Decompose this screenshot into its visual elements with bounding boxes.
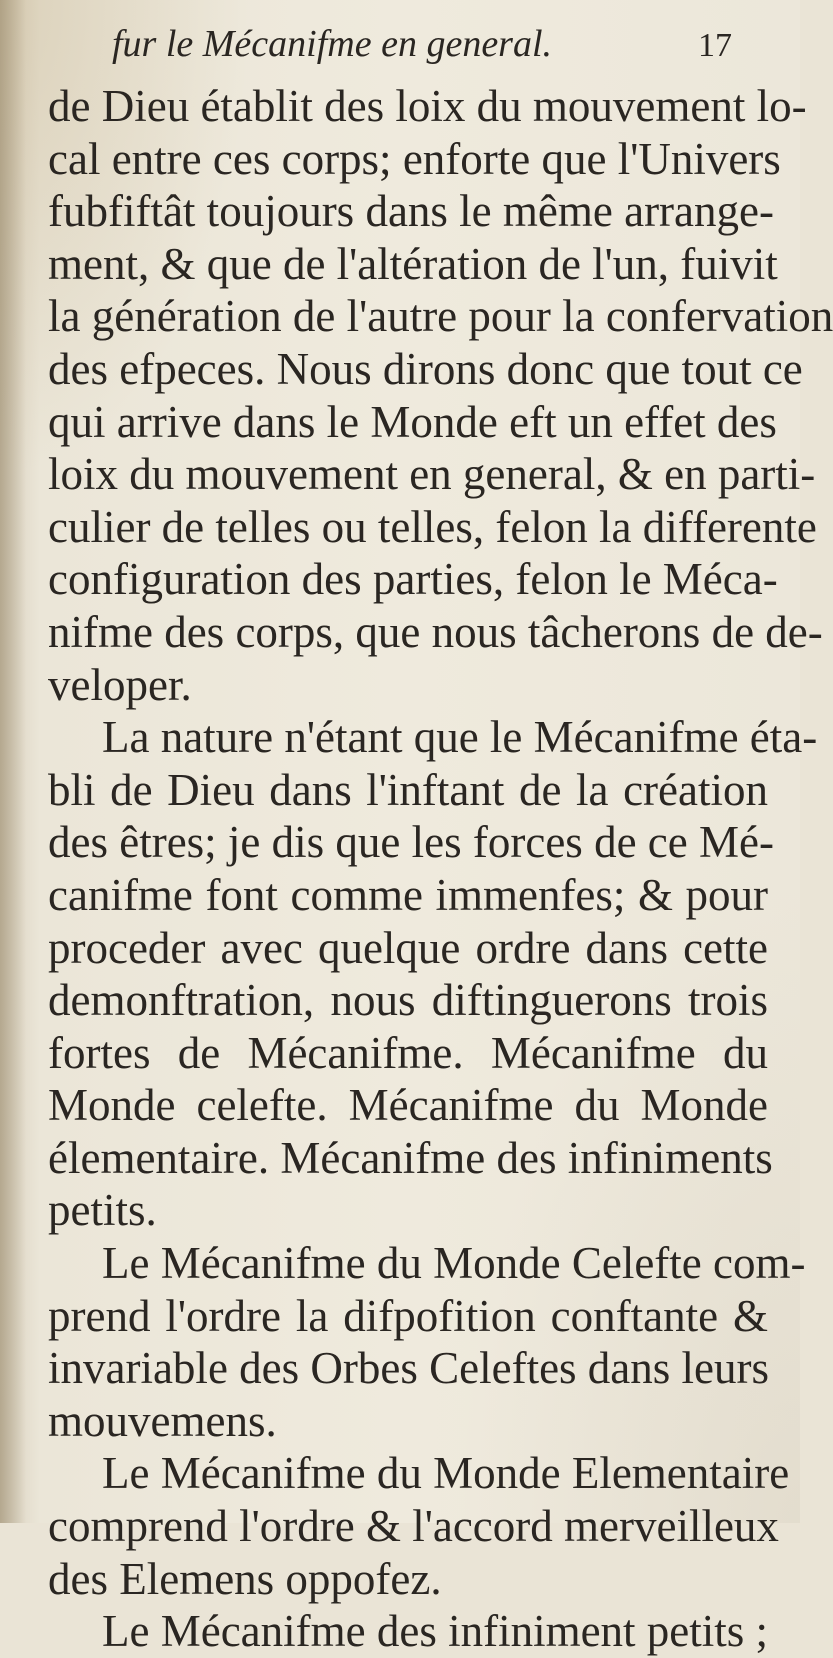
running-header — [112, 22, 732, 72]
text-line: des efpeces. Nous dirons donc que tout ce — [48, 343, 803, 394]
text-line: loix du mouvement en general, & en parti- — [48, 449, 816, 500]
text-line: invariable des Orbes Celeftes dans leurs — [48, 1343, 770, 1394]
text-line: nifme des corps, que nous tâcherons de de- — [48, 606, 823, 657]
text-line: proceder avec quelque ordre dans cette — [48, 922, 768, 973]
page-number: 17 — [698, 27, 732, 64]
text-line: de Dieu établit des loix du mouvement lo- — [48, 81, 807, 131]
text-line: Monde celefte. Mécanifme du Monde — [48, 1080, 768, 1131]
paragraph-start-line: Le Mécanifme du Monde Elementaire — [102, 1448, 790, 1499]
body-text — [48, 80, 833, 1658]
gutter-shadow — [0, 0, 26, 1523]
text-line: ment, & que de l'altération de l'un, fuivit — [48, 238, 778, 289]
text-line: bli de Dieu dans l'inftant de la création — [48, 764, 768, 815]
text-line: fubfiftât toujours dans le même arrange- — [48, 186, 774, 237]
paragraph-start-line: Le Mécanifme du Monde Celefte com- — [102, 1238, 806, 1289]
text-line: qui arrive dans le Monde eft un effet des — [48, 396, 777, 447]
text-line: veloper. — [48, 659, 192, 710]
text-line: culier de telles ou telles, felon la differente — [48, 501, 817, 552]
text-line: la génération de l'autre pour la confervation — [48, 291, 833, 342]
text-line: des Elemens oppofez. — [48, 1553, 442, 1604]
text-line: prend l'ordre la difpofition conftante & — [48, 1290, 768, 1341]
paragraph-start-line: Le Mécanifme des infiniment petits ; — [102, 1606, 769, 1657]
text-line: canifme font comme immenfes; & pour — [48, 869, 768, 920]
text-line: fortes de Mécanifme. Mécanifme du — [48, 1027, 768, 1078]
text-line: configuration des parties, felon le Méca- — [48, 554, 778, 605]
text-line: des êtres; je dis que les forces de ce Mé- — [48, 817, 774, 868]
running-title: fur le Mécanifme en general. — [112, 23, 553, 65]
text-line: demonftration, nous diftinguerons trois — [48, 975, 768, 1026]
text-line: élementaire. Mécanifme des infiniments — [48, 1132, 773, 1183]
text-line: comprend l'ordre & l'accord merveilleux — [48, 1501, 779, 1552]
paragraph-start-line: La nature n'étant que le Mécanifme éta- — [102, 712, 818, 763]
text-line: mouvemens. — [48, 1395, 277, 1446]
text-line: petits. — [48, 1185, 157, 1236]
text-line: cal entre ces corps; enforte que l'Univers — [48, 133, 781, 184]
